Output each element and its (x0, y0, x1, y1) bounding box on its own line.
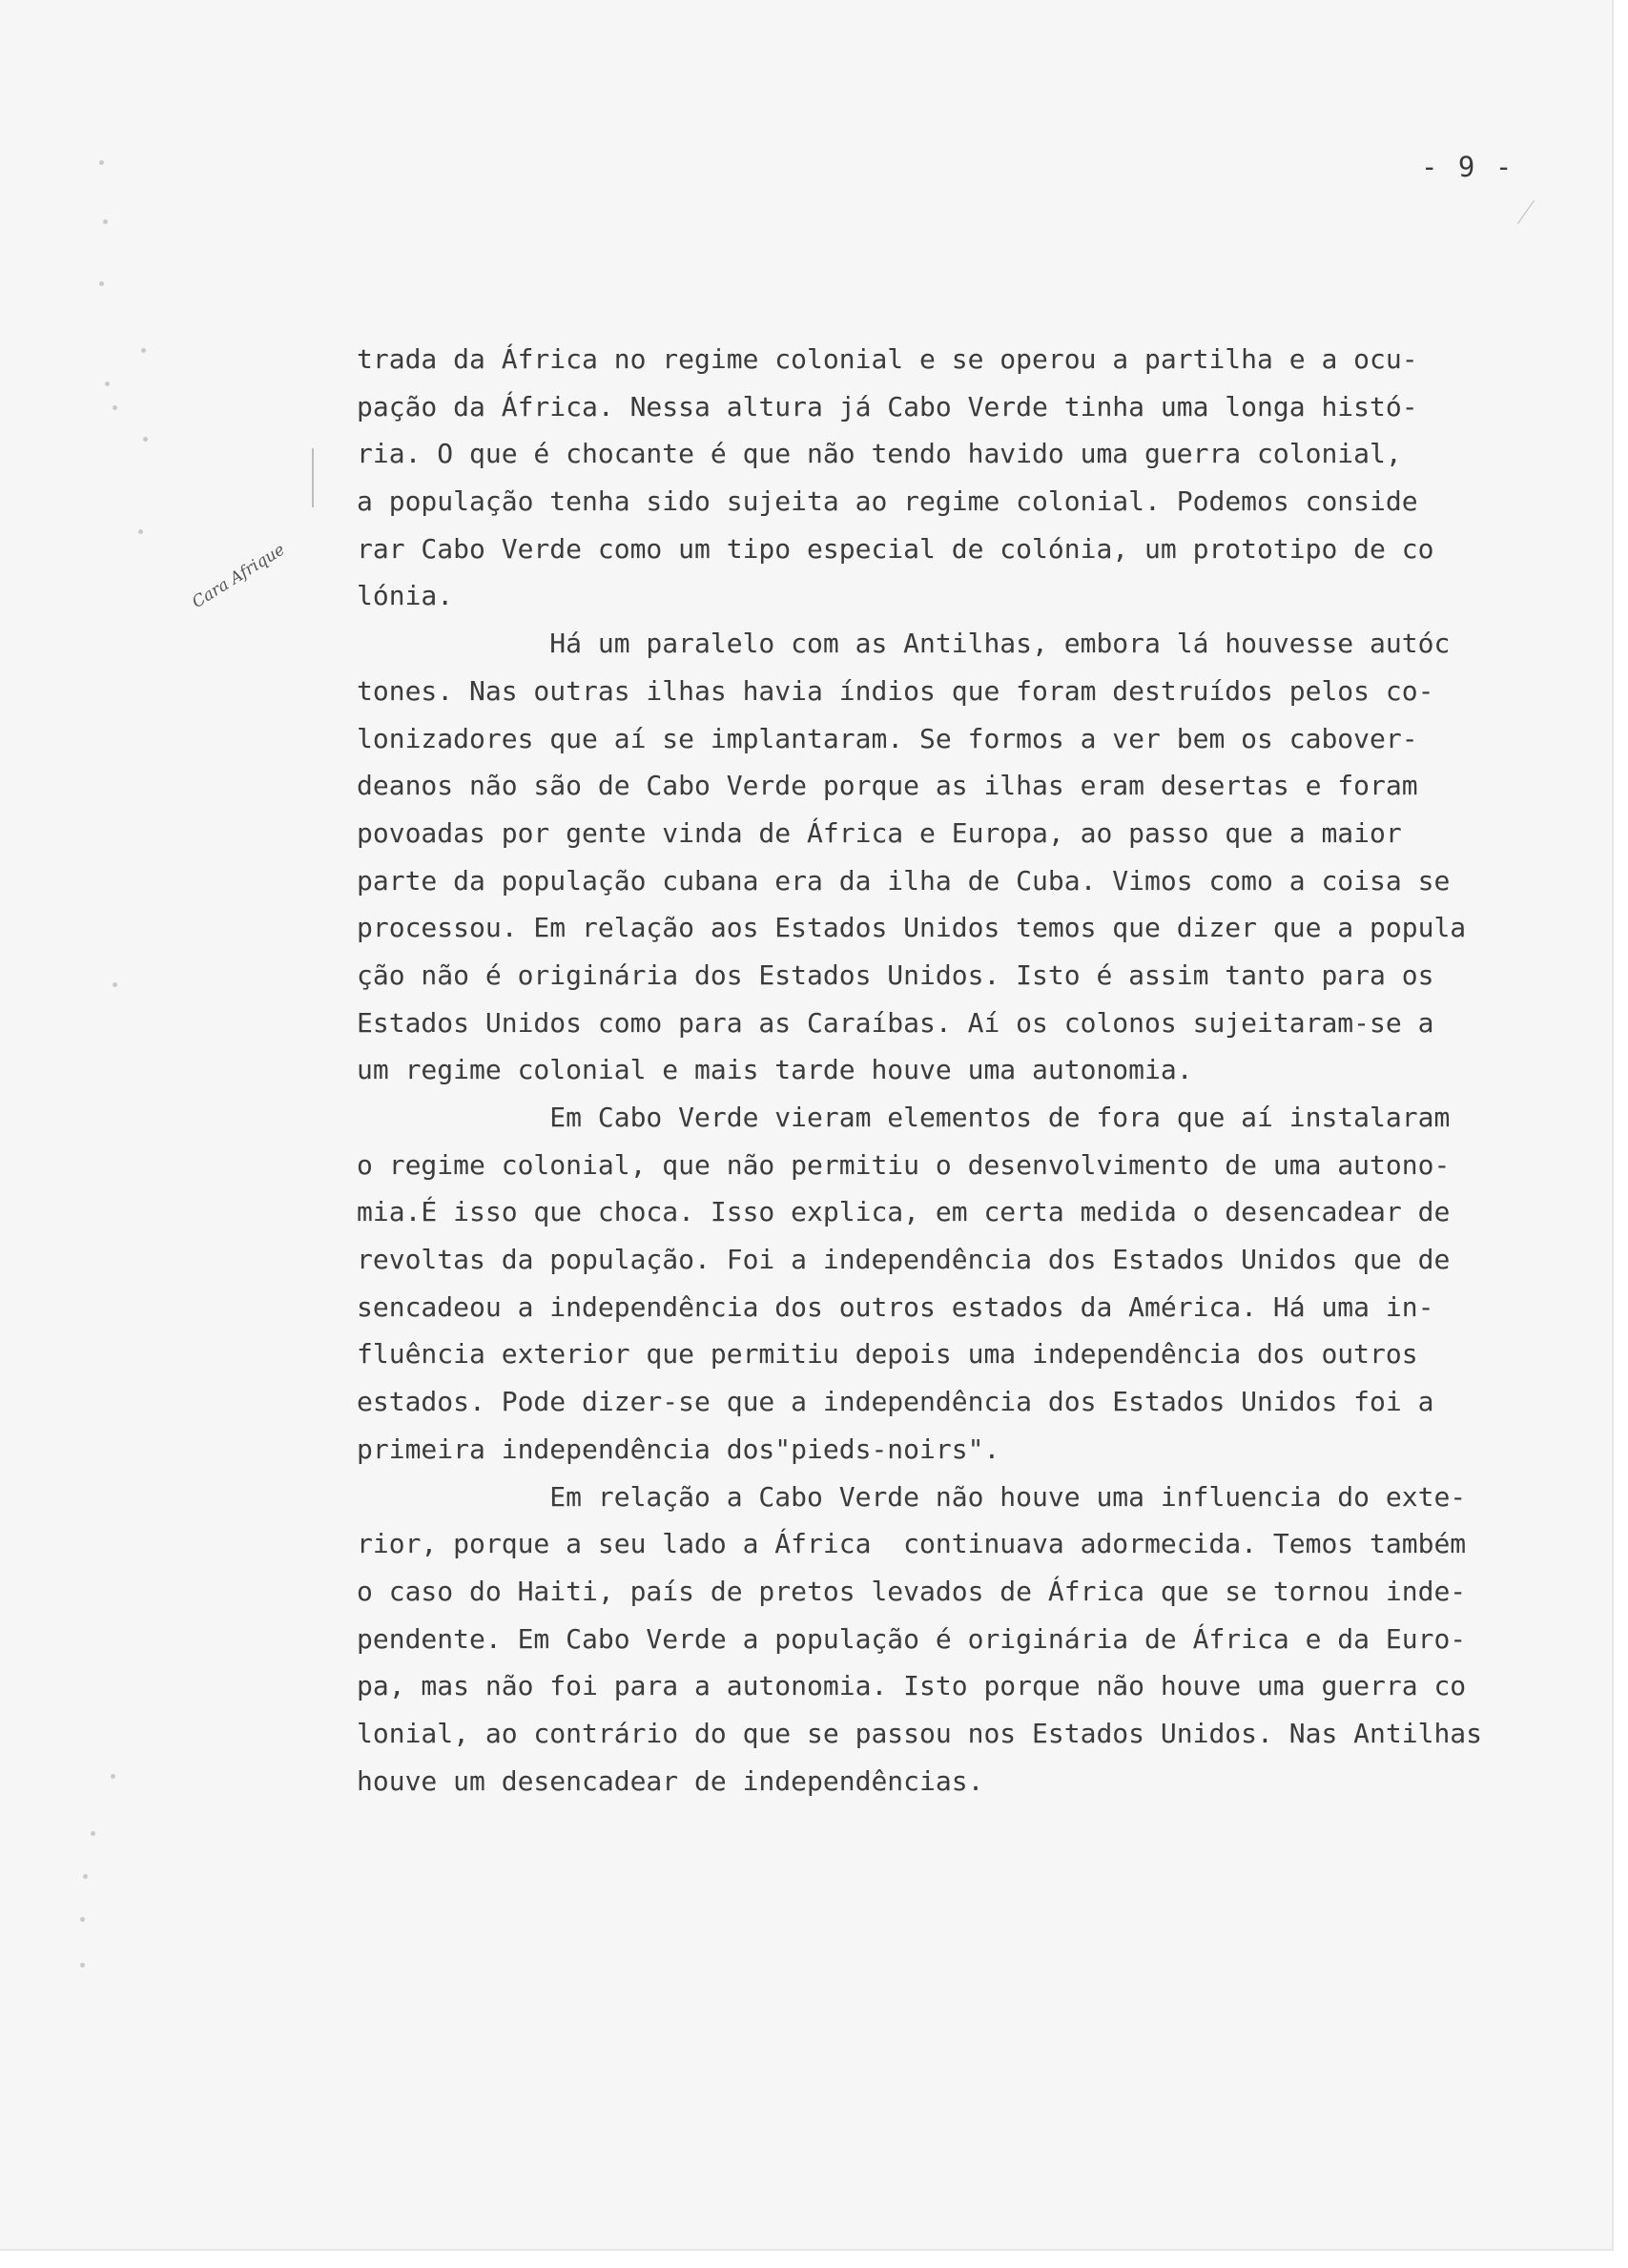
punch-hole (80, 1963, 85, 1968)
text-line: o regime colonial, que não permitiu o desenvolvimento de uma autono- (357, 1148, 1451, 1181)
text-line: tones. Nas outras ilhas havia índios que foram destruídos pelos co- (357, 674, 1434, 707)
punch-hole (105, 381, 110, 386)
punch-hole (138, 529, 143, 534)
punch-hole (83, 1874, 88, 1879)
text-line: ção não é originária dos Estados Unidos. Isto é assim tanto para os (357, 959, 1434, 991)
text-line: pendente. Em Cabo Verde a população é originária de África e da Euro- (357, 1622, 1467, 1655)
text-line: primeira independência dos"pieds-noirs". (357, 1433, 1000, 1465)
punch-hole (143, 437, 148, 442)
punch-hole (80, 1917, 85, 1922)
text-line: deanos não são de Cabo Verde porque as ilhas eram desertas e foram (357, 770, 1418, 802)
text-line: houve um desencadear de independências. (357, 1764, 984, 1797)
typewritten-body (357, 336, 1558, 1804)
text-line: rar Cabo Verde como um tipo especial de colónia, um prototipo de co (357, 532, 1434, 565)
punch-hole (111, 1774, 115, 1779)
text-line: lonial, ao contrário do que se passou nos Estados Unidos. Nas Antilhas (357, 1717, 1483, 1749)
handwritten-margin-note: Cara Afrique (189, 540, 289, 612)
punch-hole (91, 1831, 95, 1836)
page-number: - 9 - (1421, 151, 1515, 183)
text-line: processou. Em relação aos Estados Unidos temos que dizer que a popula (357, 912, 1467, 944)
text-line: lonizadores que aí se implantaram. Se formos a ver bem os cabover- (357, 722, 1418, 754)
text-line: povoadas por gente vinda de África e Europa, ao passo que a maior (357, 816, 1402, 849)
text-line: sencadeou a independência dos outros estados da América. Há uma in- (357, 1290, 1434, 1323)
pencil-scribble (1517, 200, 1547, 233)
text-line: lónia. (357, 580, 454, 612)
text-line: Em Cabo Verde vieram elementos de fora que aí instalaram (357, 1102, 1451, 1133)
text-line: o caso do Haiti, país de pretos levados de África que se tornou inde- (357, 1575, 1467, 1607)
text-line: trada da África no regime colonial e se operou a partilha e a ocu- (357, 343, 1418, 375)
text-line: a população tenha sido sujeita ao regime colonial. Podemos conside (357, 485, 1418, 518)
text-line: pa, mas não foi para a autonomia. Isto porque não houve uma guerra co (357, 1670, 1467, 1702)
text-line: Há um paralelo com as Antilhas, embora lá houvesse autóc (357, 628, 1451, 660)
text-line: estados. Pode dizer-se que a independência dos Estados Unidos foi a (357, 1386, 1434, 1418)
text-line: rior, porque a seu lado a África continuava adormecida. Temos também (357, 1528, 1467, 1560)
text-line: parte da população cubana era da ilha de Cuba. Vimos como a coisa se (357, 864, 1451, 897)
punch-hole (99, 281, 104, 286)
text-line: revoltas da população. Foi a independência dos Estados Unidos que de (357, 1244, 1451, 1276)
text-line: Estados Unidos como para as Caraíbas. Aí os colonos sujeitaram-se a (357, 1006, 1434, 1039)
punch-hole (103, 219, 108, 224)
text-line: pação da África. Nessa altura já Cabo Verde tinha uma longa histó- (357, 390, 1418, 423)
margin-line-mark (312, 448, 314, 507)
punch-hole (113, 982, 117, 987)
text-line: ria. O que é chocante é que não tendo havido uma guerra colonial, (357, 438, 1402, 470)
text-line: Em relação a Cabo Verde não houve uma influencia do exte- (357, 1480, 1467, 1513)
punch-hole (99, 160, 104, 165)
text-line: fluência exterior que permitiu depois uma independência dos outros (357, 1338, 1418, 1371)
punch-hole (141, 348, 146, 353)
text-line: um regime colonial e mais tarde houve uma autonomia. (357, 1054, 1193, 1086)
punch-hole (113, 405, 117, 410)
text-line: mia.É isso que choca. Isso explica, em certa medida o desencadear de (357, 1196, 1451, 1228)
